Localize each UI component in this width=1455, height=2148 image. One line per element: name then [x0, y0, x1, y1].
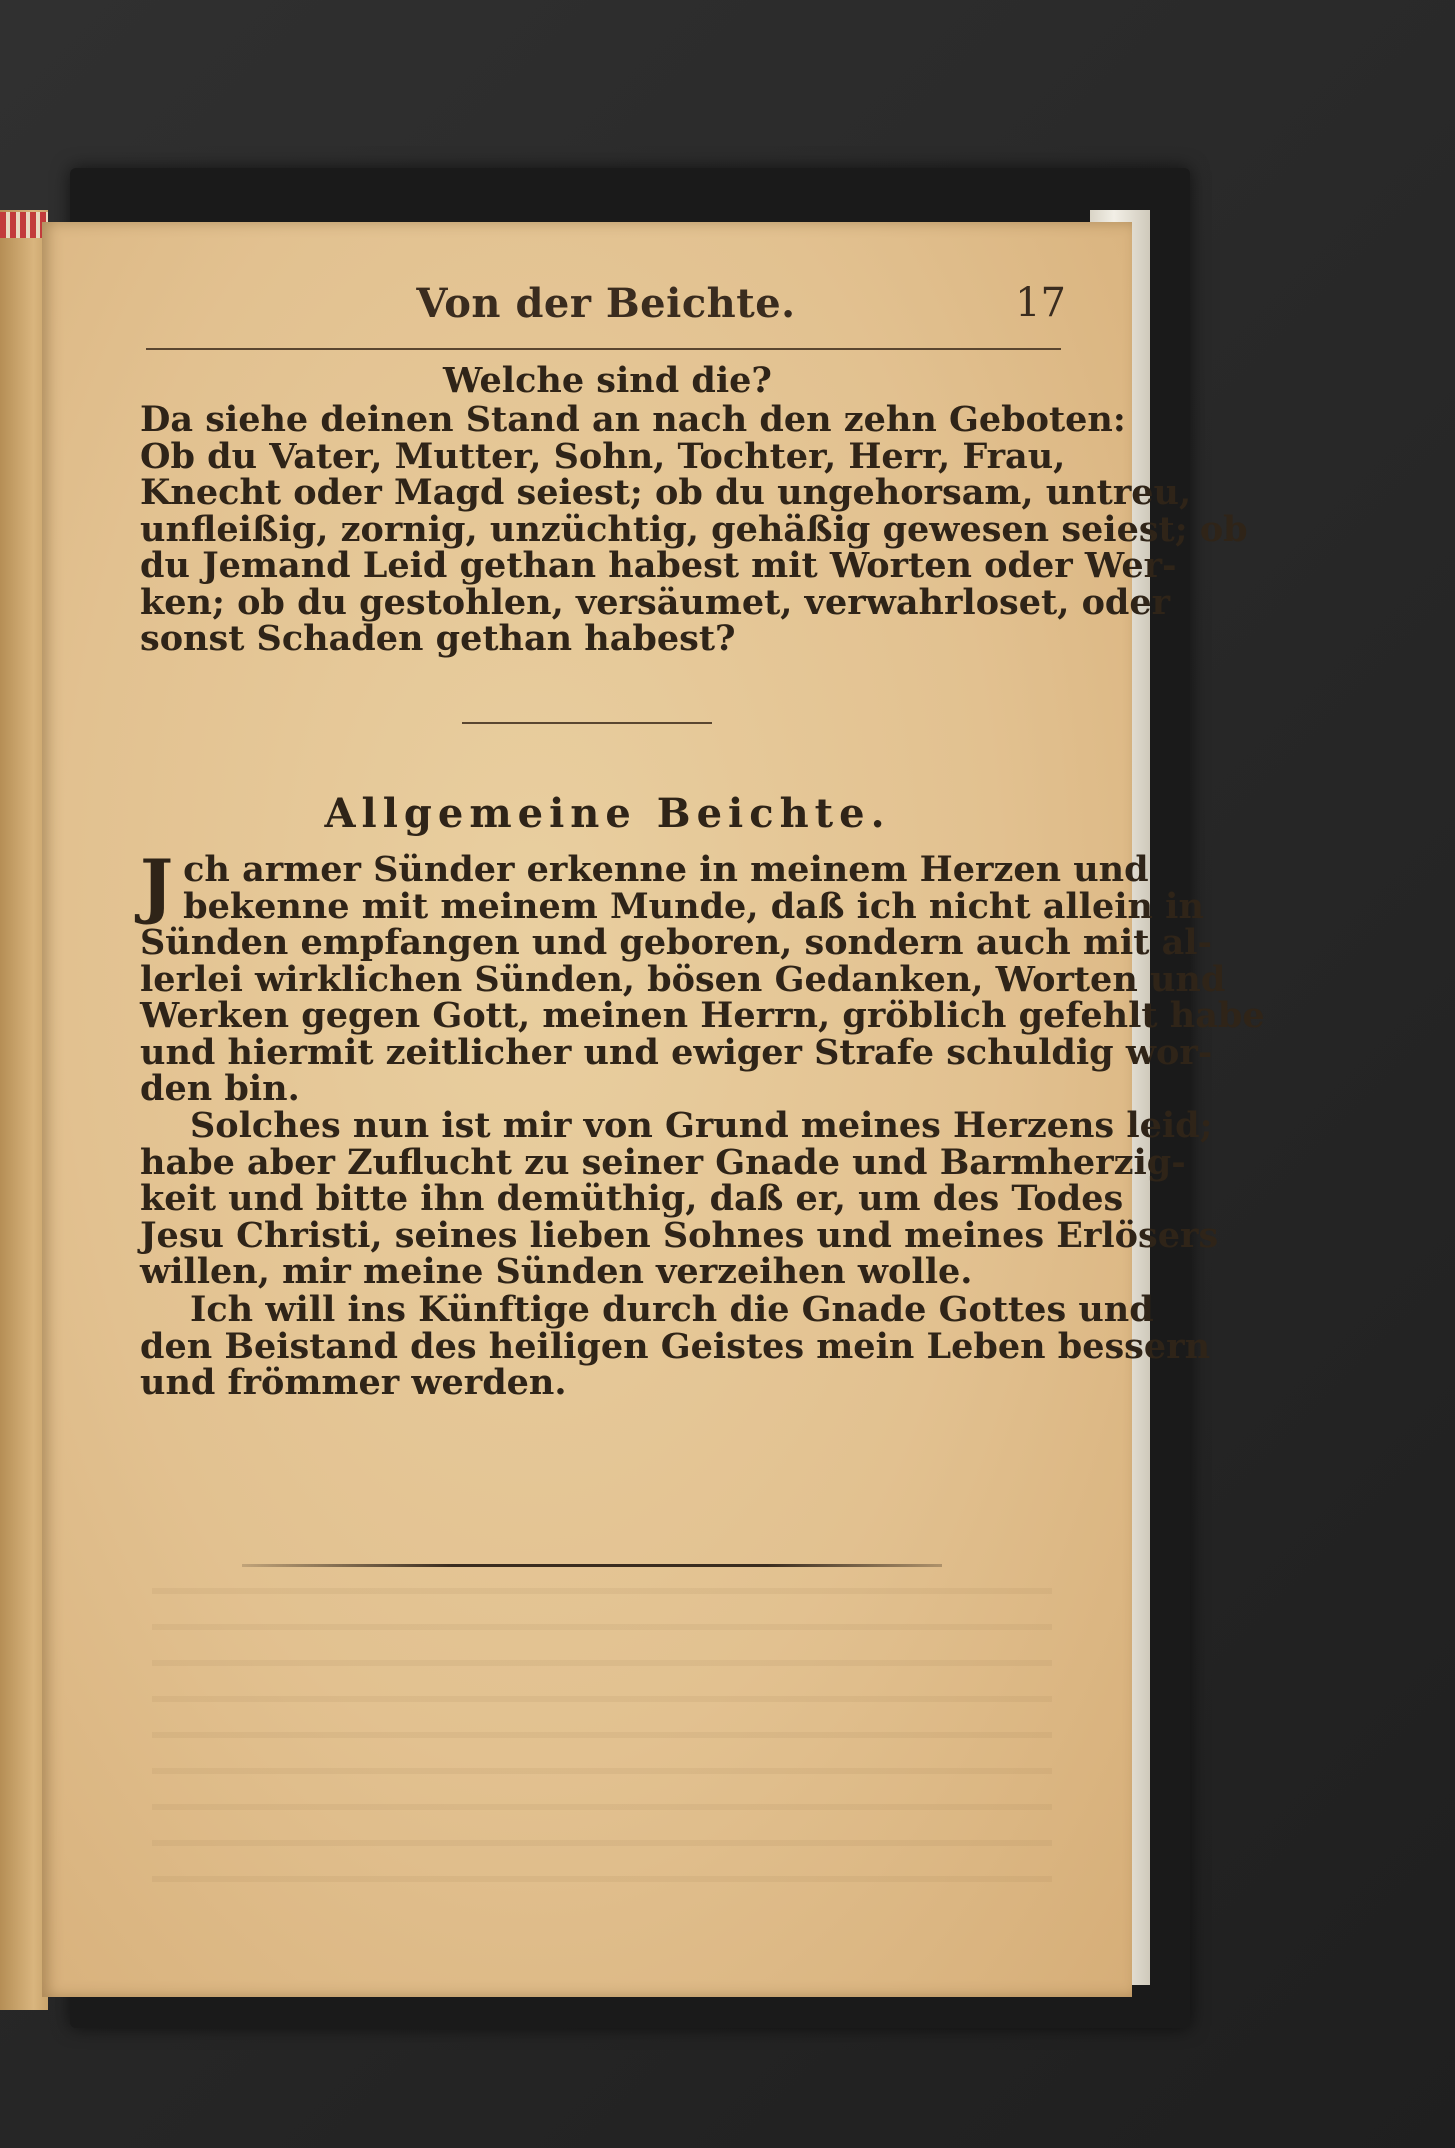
text-line: und frömmer werden. — [140, 1362, 567, 1403]
section-title: Allgemeine Beichte. — [324, 790, 891, 837]
text-line: sonst Schaden gethan habest? — [140, 618, 736, 659]
running-head-title: Von der Beichte. — [416, 280, 796, 327]
text-line: du Jemand Leid gethan habest mit Worten oder Wer- — [140, 545, 1177, 586]
drop-cap: J — [140, 844, 174, 927]
text-line: ch armer Sünder erkenne in meinem Herzen und — [183, 849, 1149, 890]
text-line: keit und bitte ihn demüthig, daß er, um des Todes — [140, 1178, 1124, 1219]
section-divider — [462, 722, 712, 724]
text-line: unfleißig, zornig, unzüchtig, gehäßig gewesen seiest; ob — [140, 508, 1248, 550]
paragraph-remorse — [140, 1105, 1219, 1292]
text-line: und hiermit zeitlicher und ewiger Strafe schuldig wor- — [140, 1031, 1213, 1073]
text-line: Solches nun ist mir von Grund meines Herzens leid; — [190, 1105, 1213, 1146]
page-number: 17 — [1015, 280, 1066, 326]
text-line: Da siehe deinen Stand an nach den zehn Geboten: — [140, 399, 1126, 440]
text-line: willen, mir meine Sünden verzeihen wolle. — [140, 1251, 973, 1292]
spine-thread — [0, 212, 48, 238]
running-head — [146, 272, 1066, 342]
paragraph-resolve — [140, 1289, 1211, 1403]
header-rule — [146, 348, 1061, 350]
text-line: ken; ob du gestohlen, versäumet, verwahrloset, oder — [140, 581, 1171, 623]
text-line: lerlei wirklichen Sünden, bösen Gedanken, Worten und — [140, 958, 1226, 1000]
facing-page-edge — [0, 210, 48, 2010]
text-line: Ich will ins Künftige durch die Gnade Gottes und — [190, 1289, 1154, 1330]
text-line: Ob du Vater, Mutter, Sohn, Tochter, Herr, Frau, — [140, 435, 1066, 477]
question-heading: Welche sind die? — [443, 360, 772, 401]
text-line: Jesu Christi, seines lieben Sohnes und meines Erlösers — [140, 1214, 1219, 1256]
text-line: bekenne mit meinem Munde, daß ich nicht allein in — [183, 885, 1204, 927]
confession-text — [140, 844, 1265, 1109]
end-rule — [242, 1564, 942, 1567]
text-line: Sünden empfangen und geboren, sondern auch mit al- — [140, 922, 1213, 963]
text-line: habe aber Zuflucht zu seiner Gnade und Barmherzig- — [140, 1141, 1186, 1183]
text-line: Knecht oder Magd seiest; ob du ungehorsam, untreu, — [140, 472, 1192, 513]
show-through-texture — [152, 1582, 1052, 1882]
book-page — [42, 222, 1265, 1997]
text-line: den Beistand des heiligen Geistes mein Leben bessern — [140, 1325, 1211, 1367]
text-line: den bin. — [140, 1068, 300, 1109]
text-line: Werken gegen Gott, meinen Herrn, gröblich gefehlt habe — [140, 995, 1265, 1036]
paragraph-stand — [140, 399, 1248, 659]
